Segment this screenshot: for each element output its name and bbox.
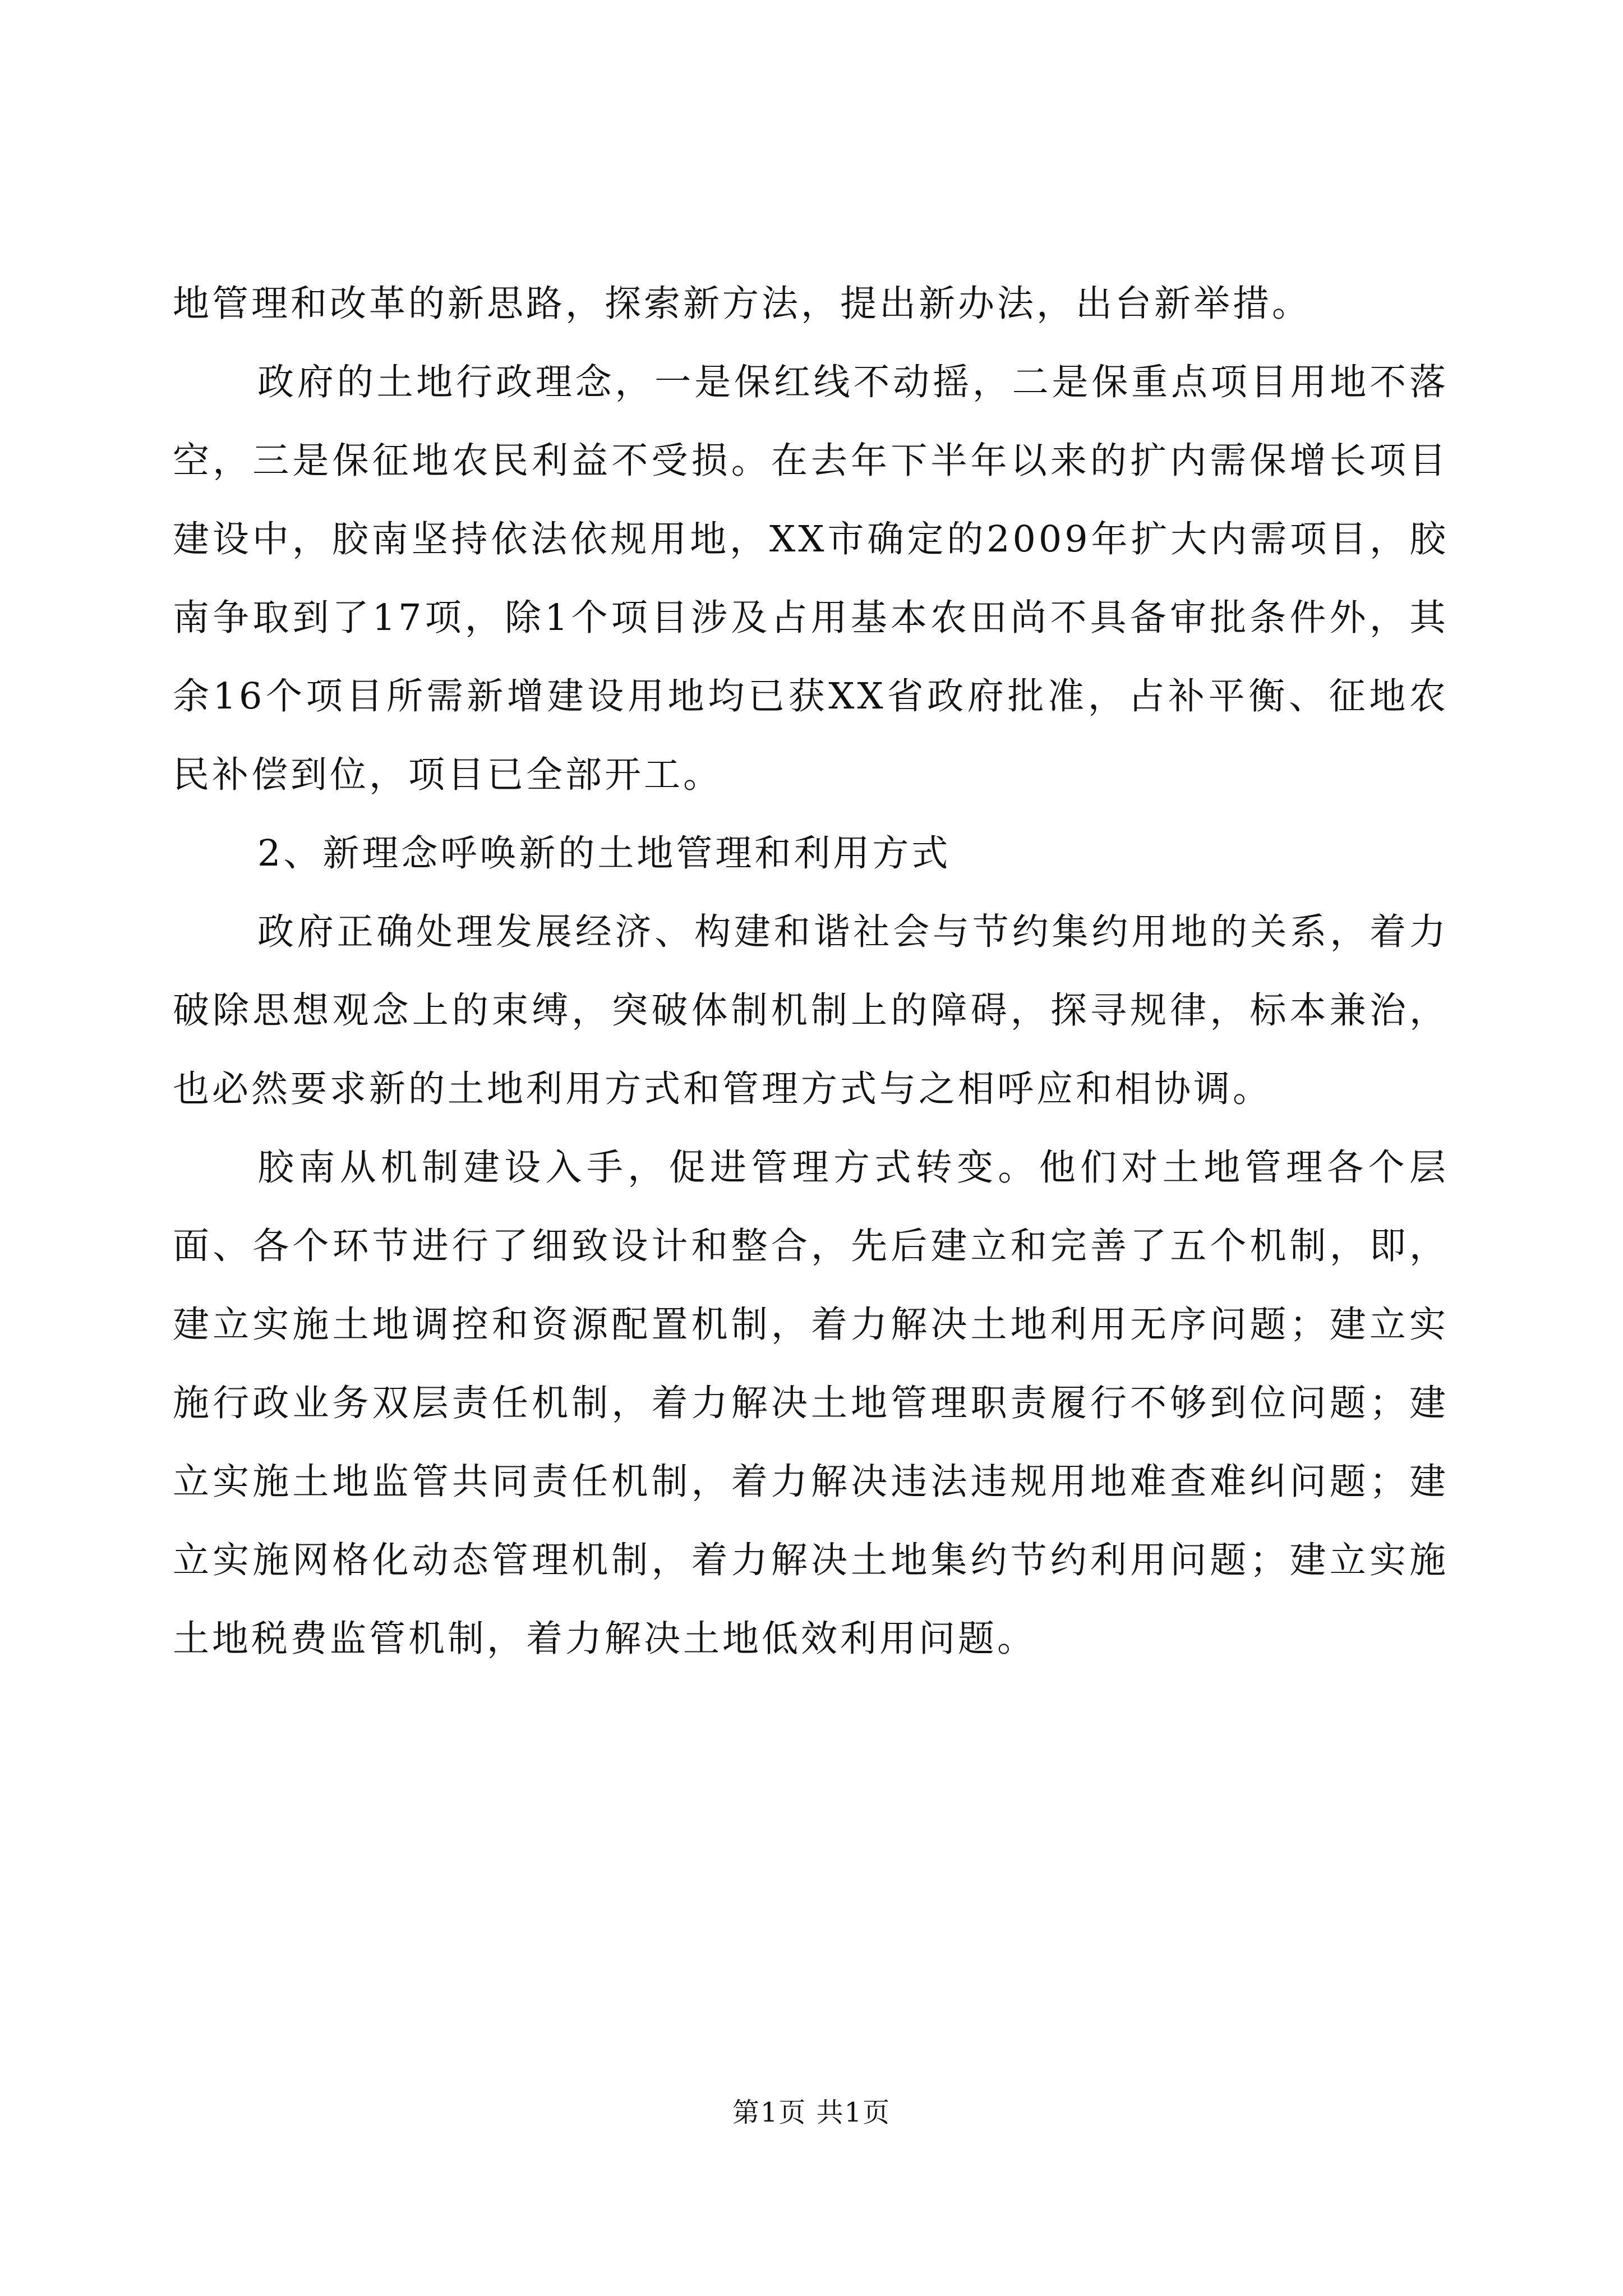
body-text xyxy=(173,265,1449,1678)
paragraph-land-administration-concept: 政府的土地行政理念，一是保红线不动摇，二是保重点项目用地不落空，三是保征地农民利益不受损。在去年下半年以来的扩内需保增长项目建设中，胶南坚持依法依规用地，XX市确定的2009年扩大内需项目，胶南争取到了17项，除1个项目涉及占用基本农田尚不具备审批条件外，其余16个项目所需新增建设用地均已获XX省政府批准，占补平衡、征地农民补偿到位，项目已全部开工。 xyxy=(173,361,1449,796)
paragraph-government-handling: 政府正确处理发展经济、构建和谐社会与节约集约用地的关系，着力破除思想观念上的束缚，突破体制机制上的障碍，探寻规律，标本兼治，也必然要求新的土地利用方式和管理方式与之相呼应和相协调。 xyxy=(173,911,1449,1110)
section-heading: 2、新理念呼唤新的土地管理和利用方式 xyxy=(257,832,951,875)
paragraph-mechanism-construction: 胶南从机制建设入手，促进管理方式转变。他们对土地管理各个层面、各个环节进行了细致设计和整合，先后建立和完善了五个机制，即，建立实施土地调控和资源配置机制，着力解决土地利用无序问题；建立实施行政业务双层责任机制，着力解决土地管理职责履行不够到位问题；建立实施土地监管共同责任机制，着力解决违法违规用地难查难纠问题；建立实施网格化动态管理机制，着力解决土地集约节约利用问题；建立实施土地税费监管机制，着力解决土地低效利用问题。 xyxy=(173,1147,1449,1660)
paragraph-continuation: 地管理和改革的新思路，探索新方法，提出新办法，出台新举措。 xyxy=(173,283,1312,325)
page-number-footer: 第1页 共1页 xyxy=(732,2097,891,2128)
